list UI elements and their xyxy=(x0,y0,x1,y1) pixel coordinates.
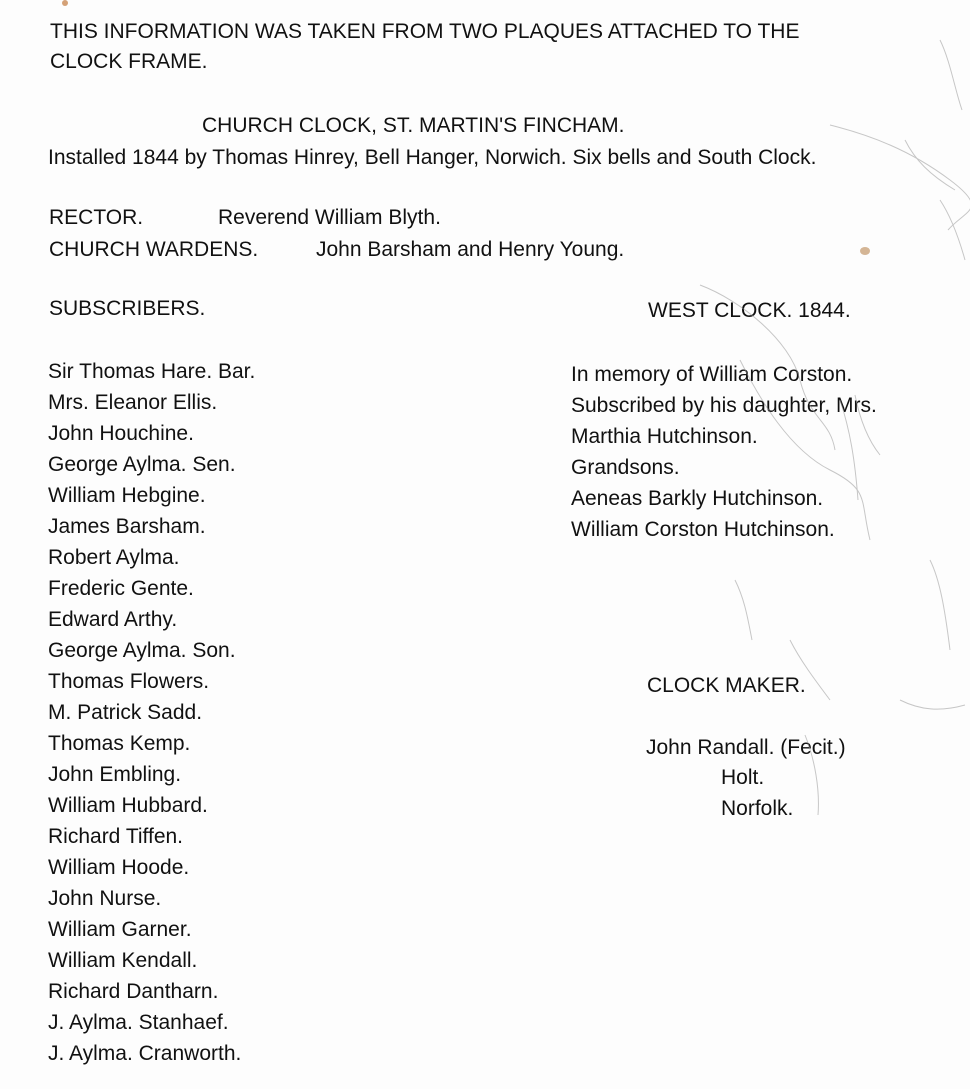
header-line-1: THIS INFORMATION WAS TAKEN FROM TWO PLAQUES ATTACHED TO THE xyxy=(50,20,800,43)
subscriber-name: William Kendall. xyxy=(48,949,198,972)
rector-label: RECTOR. xyxy=(49,206,144,229)
installed-line: Installed 1844 by Thomas Hinrey, Bell Hanger, Norwich. Six bells and South Clock. xyxy=(48,146,817,169)
west-clock-line: William Corston Hutchinson. xyxy=(571,518,835,541)
west-clock-list xyxy=(571,362,877,548)
subscriber-name: Robert Aylma. xyxy=(48,546,180,569)
clock-maker-name: John Randall. (Fecit.) xyxy=(646,736,846,759)
subscriber-name: George Aylma. Son. xyxy=(48,639,236,662)
church-title: CHURCH CLOCK, ST. MARTIN'S FINCHAM. xyxy=(202,114,625,137)
subscriber-name: J. Aylma. Stanhaef. xyxy=(48,1011,229,1034)
paper-stain xyxy=(860,247,870,255)
subscriber-name: George Aylma. Sen. xyxy=(48,453,236,476)
west-clock-line: Subscribed by his daughter, Mrs. xyxy=(571,394,877,417)
rector-name: Reverend William Blyth. xyxy=(218,206,441,229)
subscriber-name: Richard Dantharn. xyxy=(48,980,219,1003)
subscriber-name: William Hubbard. xyxy=(48,794,208,817)
clock-maker-town: Holt. xyxy=(721,766,765,789)
west-clock-line: Grandsons. xyxy=(571,456,680,479)
subscriber-name: Mrs. Eleanor Ellis. xyxy=(48,391,218,414)
subscriber-name: M. Patrick Sadd. xyxy=(48,701,203,724)
clock-maker-heading: CLOCK MAKER. xyxy=(647,674,806,697)
subscribers-list xyxy=(48,359,255,1072)
west-clock-line: Marthia Hutchinson. xyxy=(571,425,758,448)
subscriber-name: Frederic Gente. xyxy=(48,577,194,600)
west-clock-heading: WEST CLOCK. 1844. xyxy=(648,299,851,322)
subscriber-name: Thomas Kemp. xyxy=(48,732,191,755)
wardens-names: John Barsham and Henry Young. xyxy=(316,238,625,261)
paper-stain xyxy=(62,0,68,6)
subscriber-name: James Barsham. xyxy=(48,515,206,538)
subscriber-name: Richard Tiffen. xyxy=(48,825,184,848)
subscribers-heading: SUBSCRIBERS. xyxy=(49,297,206,320)
subscriber-name: John Nurse. xyxy=(48,887,162,910)
west-clock-line: In memory of William Corston. xyxy=(571,363,853,386)
subscriber-name: William Hoode. xyxy=(48,856,190,879)
subscriber-name: J. Aylma. Cranworth. xyxy=(48,1042,242,1065)
subscriber-name: John Embling. xyxy=(48,763,182,786)
subscriber-name: William Hebgine. xyxy=(48,484,206,507)
clock-maker-county: Norfolk. xyxy=(721,797,794,820)
subscriber-name: William Garner. xyxy=(48,918,192,941)
subscriber-name: Thomas Flowers. xyxy=(48,670,210,693)
subscriber-name: John Houchine. xyxy=(48,422,194,445)
subscriber-name: Sir Thomas Hare. Bar. xyxy=(48,360,256,383)
header-line-2: CLOCK FRAME. xyxy=(50,50,208,73)
wardens-label: CHURCH WARDENS. xyxy=(49,238,259,261)
west-clock-line: Aeneas Barkly Hutchinson. xyxy=(571,487,824,510)
subscriber-name: Edward Arthy. xyxy=(48,608,178,631)
